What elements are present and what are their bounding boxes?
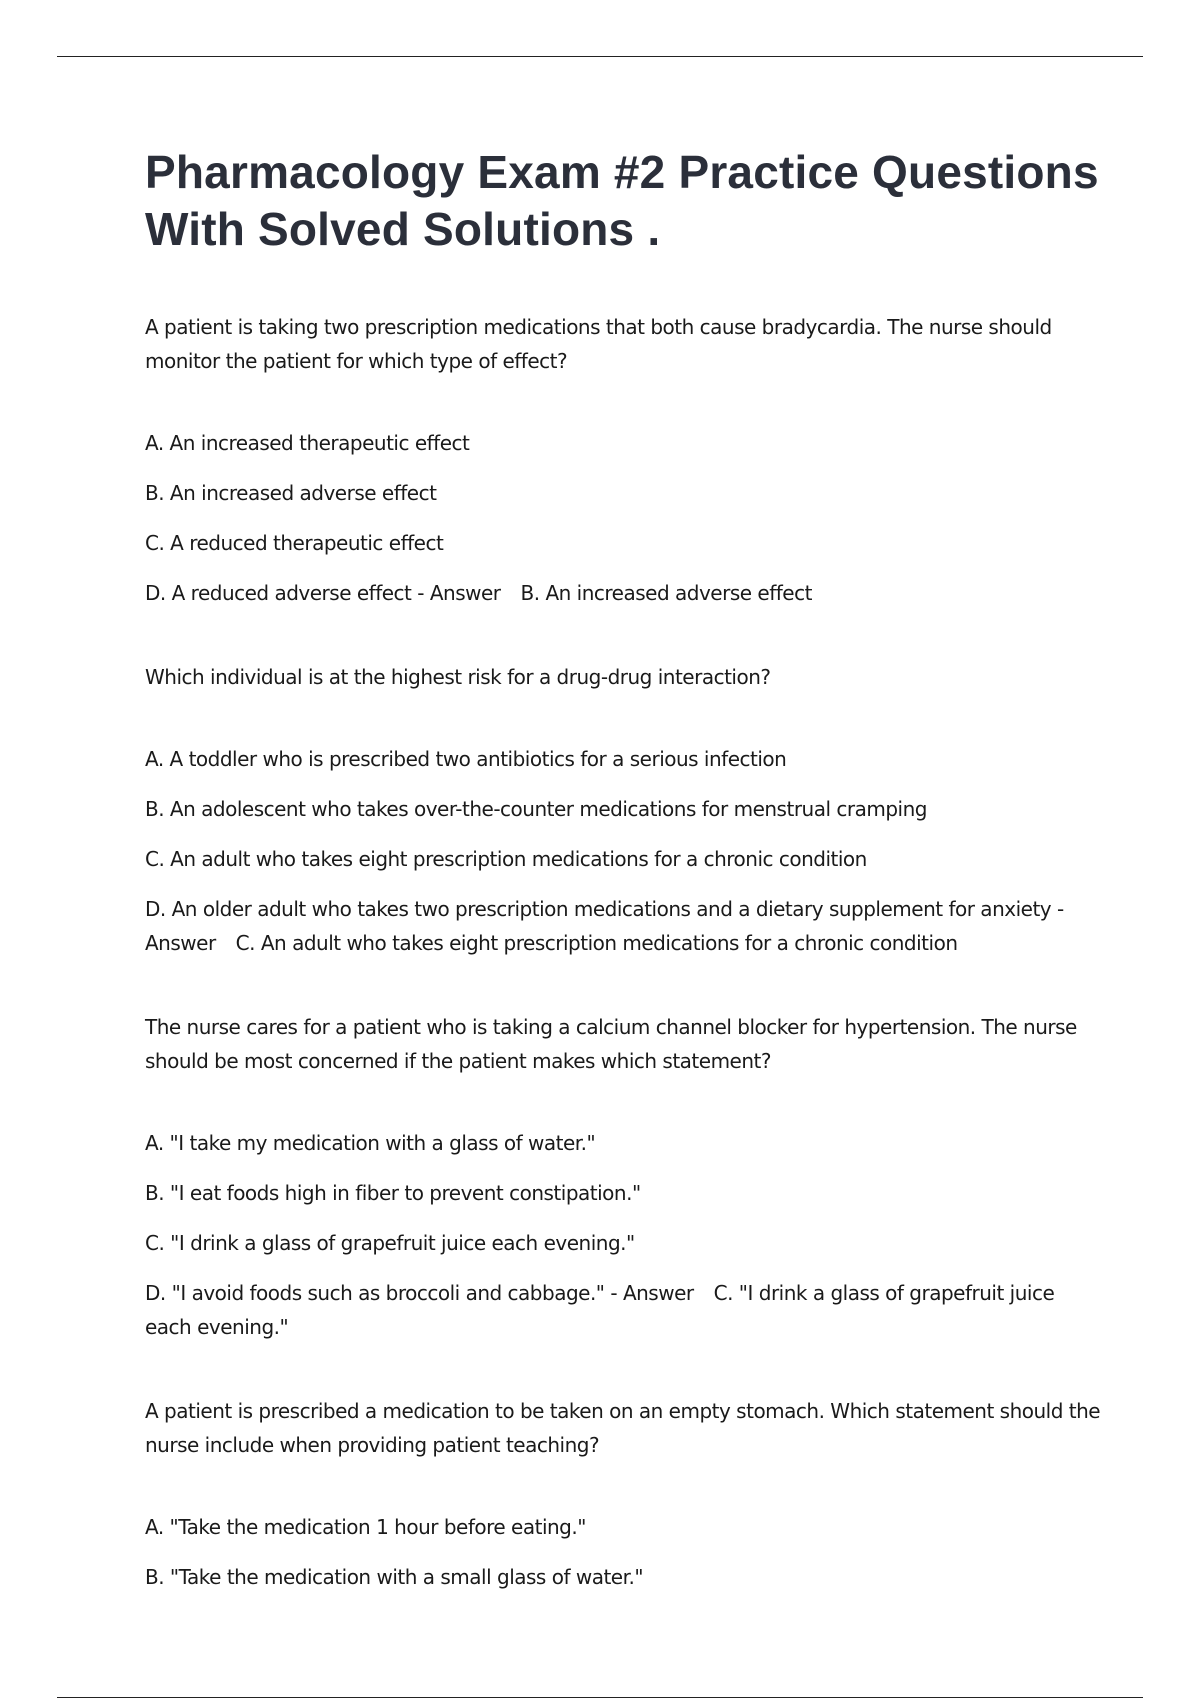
option-list [145,1126,1105,1344]
option-list [145,426,1105,610]
option-item: C. A reduced therapeutic effect [145,531,444,555]
question-block [145,310,1105,610]
question-text: A patient is taking two prescription medications that both cause bradycardia. The nurse should monitor the patient for which type of effect? [145,315,1052,373]
option-item: B. An adolescent who takes over-the-counter medications for menstrual cramping [145,797,927,821]
option-item: B. An increased adverse effect [145,481,437,505]
option-item: B. "I eat foods high in fiber to prevent constipation." [145,1181,641,1205]
option-item: C. "I drink a glass of grapefruit juice each evening." [145,1231,635,1255]
option-item: A. "I take my medication with a glass of water." [145,1131,596,1155]
option-item: D. "I avoid foods such as broccoli and cabbage." [145,1281,605,1305]
question-text: The nurse cares for a patient who is taking a calcium channel blocker for hypertension. The nurse should be most concerned if the patient makes which statement? [145,1015,1077,1073]
footer-divider [57,1697,1143,1698]
option-item: D. A reduced adverse effect [145,581,412,605]
document-title: Pharmacology Exam #2 Practice Questions With Solved Solutions . [145,146,1099,255]
option-item: B. "Take the medication with a small glass of water." [145,1565,644,1589]
answer-text: C. "I drink a glass of grapefruit juice each evening." [145,1281,1055,1339]
answer-label: - Answer [145,897,1064,955]
question-block [145,1010,1105,1344]
question-block [145,1394,1105,1594]
header-divider [57,56,1143,57]
option-item: A. "Take the medication 1 hour before eating." [145,1515,586,1539]
question-block [145,660,1105,960]
option-item-with-answer [145,576,1105,610]
option-item: A. A toddler who is prescribed two antibiotics for a serious infection [145,747,787,771]
option-item: A. An increased therapeutic effect [145,431,470,455]
answer-label: - Answer [610,1281,694,1305]
document-body [145,144,1105,1610]
answer-label: - Answer [417,581,501,605]
question-text: Which individual is at the highest risk for a drug-drug interaction? [145,665,771,689]
option-list [145,1510,1105,1594]
option-item: D. An older adult who takes two prescription medications and a dietary supplement for anxiety [145,897,1052,921]
option-list [145,742,1105,960]
answer-text: C. An adult who takes eight prescription medications for a chronic condition [235,931,958,955]
option-item-with-answer [145,892,1105,960]
option-item-with-answer [145,1276,1105,1344]
answer-text: B. An increased adverse effect [520,581,812,605]
option-item: C. An adult who takes eight prescription medications for a chronic condition [145,847,867,871]
question-text: A patient is prescribed a medication to be taken on an empty stomach. Which statement should the nurse include when providing patient teaching? [145,1399,1101,1457]
